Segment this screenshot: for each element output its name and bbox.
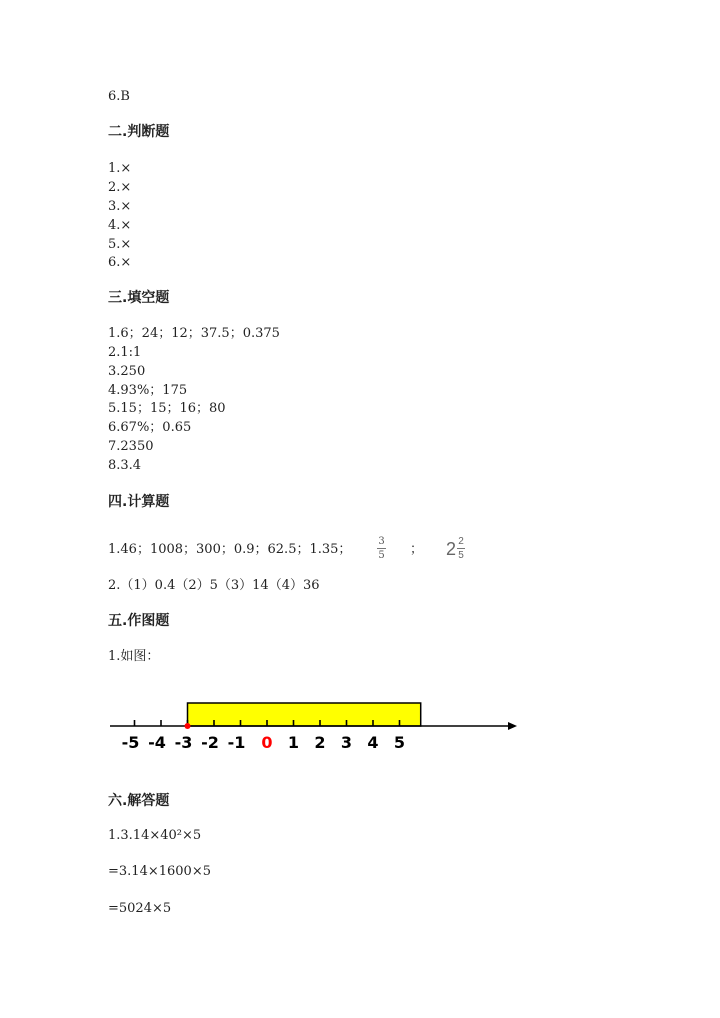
- choice-answer-6: 6.B: [108, 89, 130, 104]
- tick-label: 4: [367, 733, 379, 752]
- fill-blank-item: 8.3.4: [108, 458, 142, 473]
- answer-line: =3.14×1600×5: [108, 864, 211, 879]
- fill-blank-item: 7.2350: [108, 439, 154, 454]
- tick-label: -2: [201, 733, 219, 752]
- drawing-item: 1.如图：: [108, 649, 160, 664]
- tick-label: -5: [121, 733, 140, 752]
- mixed-whole: 2: [446, 539, 457, 559]
- tick-label: 2: [314, 733, 326, 752]
- fill-blank-item: 3.250: [108, 364, 146, 379]
- tick-label: 5: [393, 733, 406, 752]
- drawing-heading: 五.作图题: [108, 613, 170, 629]
- judgement-heading: 二.判断题: [108, 124, 170, 140]
- tick-label: -3: [174, 733, 193, 752]
- fill-blank-item: 4.93%；175: [108, 383, 188, 398]
- judgement-item: 1.×: [108, 161, 132, 176]
- calculation-values: 1.46；1008；300；0.9；62.5；1.35；: [108, 542, 352, 557]
- mixed-numerator: 2: [458, 536, 464, 547]
- judgement-item: 2.×: [108, 180, 132, 195]
- tick-label: 1: [287, 733, 300, 752]
- fraction-denominator: 5: [378, 550, 385, 561]
- fill-blank-item: 1.6；24；12；37.5；0.375: [108, 326, 280, 341]
- judgement-item: 5.×: [108, 237, 132, 252]
- mixed-fraction: [457, 536, 465, 561]
- judgement-item: 4.×: [108, 218, 132, 233]
- fraction: [377, 536, 386, 561]
- marked-point: [185, 723, 191, 729]
- fraction-numerator: 3: [378, 536, 385, 547]
- calculation-line-2: 2.（1）0.4（2）5（3）14（4）36: [108, 578, 320, 593]
- mixed-number: [446, 536, 468, 566]
- tick-label: 3: [340, 733, 353, 752]
- tick-label: -1: [227, 733, 246, 752]
- judgement-item: 6.×: [108, 255, 132, 270]
- answer-line: 1.3.14×40²×5: [108, 828, 202, 843]
- fill-blank-item: 5.15；15；16；80: [108, 401, 226, 416]
- judgement-item: 3.×: [108, 199, 132, 214]
- tick-label: 0: [261, 733, 273, 752]
- fill-blank-item: 6.67%；0.65: [108, 420, 192, 435]
- tick-labels: [122, 733, 405, 752]
- axis-arrow: [508, 722, 517, 730]
- calculation-heading: 四.计算题: [108, 494, 170, 510]
- calculation-separator: ；: [410, 542, 424, 557]
- fraction-bar: [457, 548, 465, 549]
- tick-label: -4: [148, 733, 166, 752]
- answer-line: =5024×5: [108, 901, 172, 916]
- highlight-segment: [188, 703, 421, 726]
- answers-heading: 六.解答题: [108, 793, 170, 809]
- fill-blank-item: 2.1:1: [108, 345, 142, 360]
- fill-blank-heading: 三.填空题: [108, 290, 170, 306]
- fraction-bar: [377, 548, 386, 549]
- mixed-denominator: 5: [458, 550, 464, 561]
- number-line: [105, 695, 525, 755]
